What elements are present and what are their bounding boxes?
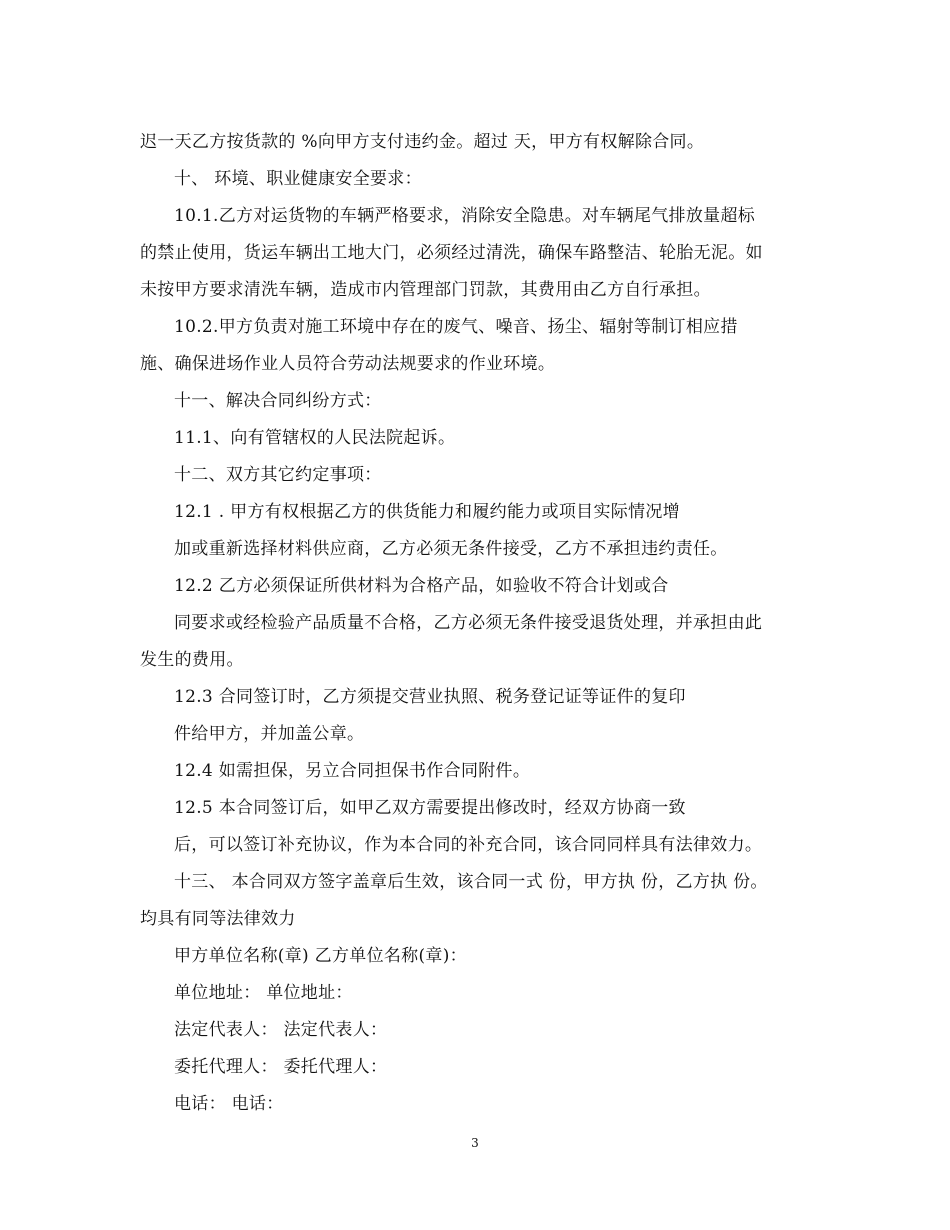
text-line: 发生的费用。 xyxy=(140,650,244,670)
text-line: 件给甲方，并加盖公章。 xyxy=(174,724,365,744)
signature-field-agent: 委托代理人： 委托代理人： xyxy=(174,1057,388,1077)
text-line: 的禁止使用，货运车辆出工地大门，必须经过清洗，确保车路整洁、轮胎无泥。如 xyxy=(140,243,763,263)
text-line: 12.1 . 甲方有权根据乙方的供货能力和履约能力或项目实际情况增 xyxy=(174,502,680,522)
text-line: 未按甲方要求清洗车辆，造成市内管理部门罚款，其费用由乙方自行承担。 xyxy=(140,280,711,300)
page-number: 3 xyxy=(471,1136,479,1150)
text-line: 10.2.甲方负责对施工环境中存在的废气、噪音、扬尘、辐射等制订相应措 xyxy=(174,317,738,337)
text-line: 11.1、向有管辖权的人民法院起诉。 xyxy=(174,428,456,448)
text-line: 加或重新选择材料供应商，乙方必须无条件接受，乙方不承担违约责任。 xyxy=(174,539,728,559)
text-line: 后，可以签订补充协议，作为本合同的补充合同，该合同同样具有法律效力。 xyxy=(174,835,763,855)
text-line: 同要求或经检验产品质量不合格，乙方必须无条件接受退货处理，并承担由此 xyxy=(174,613,763,633)
signature-field-legal-rep: 法定代表人： 法定代表人： xyxy=(174,1020,388,1040)
section-heading: 十、 环境、职业健康安全要求： xyxy=(174,169,422,189)
signature-field-company: 甲方单位名称(章) 乙方单位名称(章)： xyxy=(174,946,467,966)
text-line: 12.2 乙方必须保证所供材料为合格产品，如验收不符合计划或合 xyxy=(174,576,669,596)
signature-field-phone: 电话： 电话： xyxy=(174,1094,284,1114)
section-heading: 十三、 本合同双方签字盖章后生效，该合同一式 份，甲方执 份，乙方执 份。 xyxy=(174,872,768,892)
text-line: 12.5 本合同签订后，如甲乙双方需要提出修改时，经双方协商一致 xyxy=(174,798,686,818)
text-line: 12.3 合同签订时，乙方须提交营业执照、税务登记证等证件的复印 xyxy=(174,687,686,707)
text-line: 12.4 如需担保，另立合同担保书作合同附件。 xyxy=(174,761,531,781)
text-line: 10.1.乙方对运货物的车辆严格要求，消除安全隐患。对车辆尾气排放量超标 xyxy=(174,206,756,226)
text-line: 迟一天乙方按货款的 %向甲方支付违约金。超过 天，甲方有权解除合同。 xyxy=(140,132,705,152)
signature-field-address: 单位地址： 单位地址： xyxy=(174,983,353,1003)
text-line: 施、确保进场作业人员符合劳动法规要求的作业环境。 xyxy=(140,354,556,374)
section-heading: 十一、解决合同纠纷方式： xyxy=(174,391,382,411)
text-line: 均具有同等法律效力 xyxy=(140,909,296,929)
section-heading: 十二、双方其它约定事项： xyxy=(174,465,382,485)
